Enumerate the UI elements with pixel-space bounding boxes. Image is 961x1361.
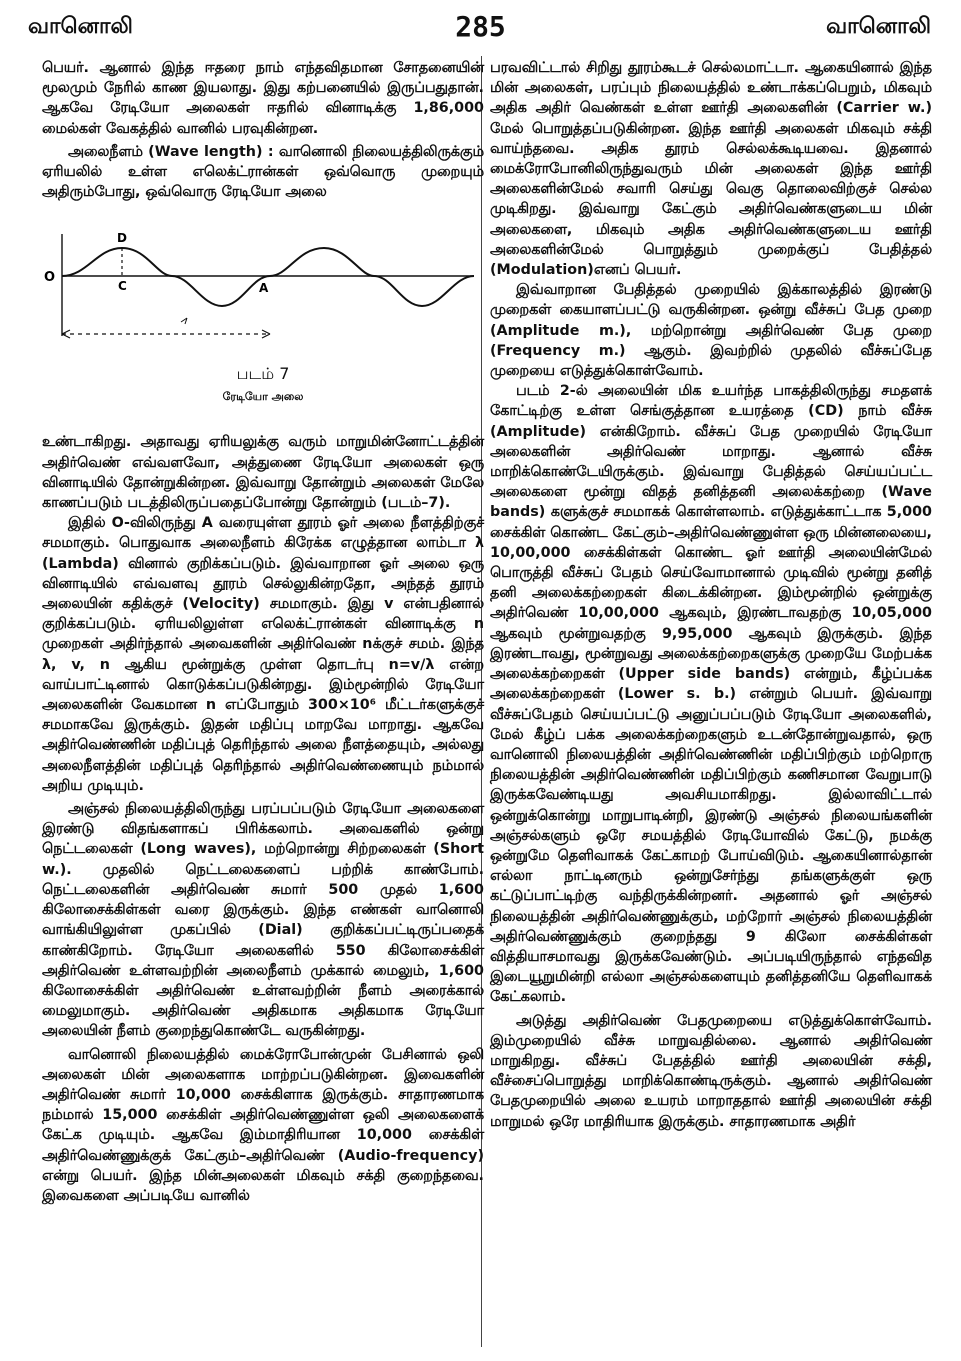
sine-wave xyxy=(62,248,474,306)
left-paragraph-2: அலைநீளம் (Wave length) : வானொலி நிலையத்திலிருக்கும் ஏரியலில் உள்ள எலெக்ட்ரான்கள் ஒவ்வொரு முறையும் அதிரும்போது, ஒவ்வொரு ரேடியோ அலை xyxy=(42,143,484,201)
small-arrow xyxy=(181,318,187,324)
running-head-right: வானொலி xyxy=(826,14,931,39)
label-o: O xyxy=(44,270,56,286)
right-paragraph-3: படம் 2-ல் அலையின் மிக உயர்ந்த பாகத்திலிருந்து சமதளக் கோட்டிற்கு உள்ள செங்குத்தான உயரத்தை (CD) நாம் வீச்சு (Amplitude) என்கிறோம். வீச்சுப் பேத முறையில் ரேடியோ அலைகளின் அதிர்வெண் மாறாது. ஆனால் வீச்சு மாறிக்கொண்டேயிருக்கும். இவ்வாறு பேதித்தல் செய்யப்பட்ட அலைகளை மூன்று விதத் தனித்தனி அலைக்கற்றை (Wave bands) களுக்குச் சமமாகக் கொள்ளலாம். எடுத்துக்காட்டாக 5,000 சைக்கிள் கொண்ட கேட்கும்–அதிர்வெண்ணுள்ள ஒரு மின்னலையை, 10,00,000 சைக்கிள்கள் கொண்ட ஓர் ஊர்தி அலையின்மேல் பொருத்தி வீச்சுப் பேதம் செய்வோமானால் முடிவில் மூன்று தனித் தனி அலைக்கற்றைகள் கிடைக்கின்றன. இம்மூன்றில் ஒன்றுக்கு அதிர்வெண் 10,00,000 ஆகவும், இரண்டாவதற்கு 10,05,000 ஆகவும் மூன்றுவதற்கு 9,95,000 ஆகவும் இருக்கும். இந்த இரண்டாவது, மூன்றுவது அலைக்கற்றைகளுக்கு முறையே மேற்பக்க அலைக்கற்றைகள் (Upper side bands) என்றும், கீழ்ப்பக்க அலைக்கற்றைகள் (Lower s. b.) என்றும் பெயர். இவ்வாறு வீச்சுப்பேதம் செய்யப்பட்டு அனுப்பப்படும் ரேடியோ அலைகளில், மேல் கீழ்ப் பக்க அலைக்கற்றைகளும் உடன்தோன்றுவதால், ஒரு வானொலி நிலையத்தின் அதிர்வெண்ணின் மதிப்பிற்கும் மற்றொரு நிலையத்தின் அதிர்வெண்ணின் மதிப்பிற்கும் கணிசமான வேறுபாடு இருக்கவேண்டியது அவசியமாகிறது. இல்லாவிட்டால் ஒன்றுக்கொன்று மாறுபாடின்றி, இரண்டு அஞ்சல் நிலையங்களின் அஞ்சல்களும் ஒரே சமயத்தில் ரேடியோவில் கேட்டு, நமக்கு ஒன்றுமே தெளிவாகக் கேட்காமற் போய்விடும். ஆகையினால்தான் எல்லா நாட்டினரும் ஒன்றுசேர்ந்து தங்களுக்குள் ஒரு கட்டுப்பாட்டிற்கு வந்திருக்கின்றனர். அதனால் ஓர் அஞ்சல் நிலையத்தின் அதிர்வெண்ணுக்கும், மற்றோர் அஞ்சல் நிலையத்தின் அதிர்வெண்ணுக்கும் குறைந்தது 9 கிலோ சைக்கிள்கள் வித்தியாசமாவது இருக்கவேண்டும். அப்படியிருந்தால் எந்தவித இடையூறுமின்றி எல்லா அஞ்சல்களையும் தனித்தனியே தெளிவாகக் கேட்கலாம். xyxy=(490,383,932,1006)
label-d: D xyxy=(117,231,127,246)
left-paragraph-3: உண்டாகிறது. அதாவது ஏரியலுக்கு வரும் மாறுமின்னோட்டத்தின் அதிர்வெண் எவ்வளவோ, அத்துணை ரேடியோ அலைகள் ஒரு வினாடியில் தோன்றுகின்றன. இவ்வாறு தோன்றும் அலைகள் மேலே காணப்படும் படத்திலிருப்பதைப்போன்று தோன்றும் (படம்–7). xyxy=(42,434,484,512)
label-a: A xyxy=(259,281,269,296)
wave-diagram xyxy=(42,208,482,358)
page-header xyxy=(20,10,941,50)
page-number: 285 xyxy=(455,10,506,43)
figure-subcaption: ரேடியோ அலை xyxy=(222,389,304,403)
running-head-left: வானொலி xyxy=(28,14,133,39)
left-paragraph-4: இதில் O-விலிருந்து A வரையுள்ள தூரம் ஓர் அலை நீளத்திற்குச் சமமாகும். பொதுவாக அலைநீளம் கிரேக்க எழுத்தான லாம்டா λ (Lambda) வினால் குறிக்கப்படும். இவ்வாறான ஓர் அலை ஒரு வினாடியில் எவ்வளவு தூரம் செல்லுகின்றதோ, அந்தத் தூரம் அலையின் கதிக்குச் (Velocity) சமமாகும். இது v என்பதினால் குறிக்கப்படும். ஏரியலிலுள்ள எலெக்ட்ரான்கள் வினாடிக்கு n முறைகள் அதிர்ந்தால் அவைகளின் அதிர்வெண் nக்குச் சமம். இந்த λ, v, n ஆகிய மூன்றுக்கு முள்ள தொடர்பு n=v/λ என்ற வாய்பாட்டினால் கொடுக்கப்படுகின்றது. இம்மூன்றில் ரேடியோ அலைகளின் வேகமான n எப்போதும் 300×10⁶ மீட்டர்களுக்குச் சமமாகவே இருக்கும். இதன் மதிப்பு மாறவே மாறாது. ஆகவே அதிர்வெண்ணின் மதிப்புத் தெரிந்தால் அலை நீளத்தையும், அல்லது அலைநீளத்தின் மதிப்புத் தெரிந்தால் அதிர்வெண்ணையும் நம்மால் அறிய முடியும். xyxy=(42,515,484,794)
left-paragraph-1: பெயர். ஆனால் இந்த ஈதரை நாம் எந்தவிதமான சோதனையின் மூலமும் நேரில் காண இயலாது. இது கற்பனையில் இருப்பதுதான். ஆகவே ரேடியோ அலைகள் ஈதரில் வினாடிக்கு 1,86,000 மைல்கள் வேகத்தில் வானில் பரவுகின்றன. xyxy=(42,60,484,137)
left-paragraph-6: வானொலி நிலையத்தில் மைக்ரோபோன்முன் பேசினால் ஒலி அலைகள் மின் அலைகளாக மாற்றப்படுகின்றன. இவைகளின் அதிர்வெண் சுமார் 10,000 சைக்கிளாக இருக்கும். சாதாரணமாக நம்மால் 15,000 சைக்கிள் அதிர்வெண்ணுள்ள ஒலி அலைகளைக் கேட்க முடியும். ஆகவே இம்மாதிரியான 10,000 சைக்கிள் அதிர்வெண்ணுக்குக் கேட்கும்–அதிர்வெண் (Audio-frequency) என்று பெயர். இந்த மின்அலைகள் மிகவும் சக்தி குறைந்தவை. இவைகளை அப்படியே வானில் xyxy=(42,1046,484,1204)
left-paragraph-5: அஞ்சல் நிலையத்திலிருந்து பரப்பப்படும் ரேடியோ அலைகளை இரண்டு விதங்களாகப் பிரிக்கலாம். அவைகளில் ஒன்று நெட்டலைகள் (Long waves), மற்றொன்று சிற்றலைகள் (Short w.). முதலில் நெட்டலைகளைப் பற்றிக் காண்போம். நெட்டலைகளின் அதிர்வெண் சுமார் 500 முதல் 1,600 கிலோசைக்கிள்கள் வரை இருக்கும். இந்த எண்கள் வானொலி வாங்கியிலுள்ள முகப்பில் (Dial) குறிக்கப்பட்டிருப்பதைக் காண்கிறோம். ரேடியோ அலைகளில் 550 கிலோசைக்கிள் அதிர்வெண் உள்ளவற்றின் அலைநீளம் முக்கால் மைலும், 1,600 கிலோசைக்கிள் அதிர்வெண் உள்ளவற்றின் நீளம் அரைக்கால் மைலுமாகும். அதிர்வெண் அதிகமாக அதிகமாக ரேடியோ அலையின் நீளம் குறைந்துகொண்டே வருகின்றது. xyxy=(42,801,484,1040)
figure-caption: படம் 7 xyxy=(236,364,290,384)
right-column xyxy=(490,58,932,1132)
right-paragraph-4: அடுத்து அதிர்வெண் பேதமுறையை எடுத்துக்கொள்வோம். இம்முறையில் வீச்சு மாறுவதில்லை. ஆனால் அதிர்வெண் மாறுகிறது. வீச்சுப் பேதத்தில் ஊர்தி அலையின் சக்தி, வீச்சைப்பொறுத்து மாறிக்கொண்டிருக்கும். ஆனால் அதிர்வெண் பேதமுறையில் அலை உயரம் மாறாததால் ஊர்தி அலையின் சக்தி மாறுமல் ஒரே மாதிரியாக இருக்கும். சாதாரணமாக அதிர் xyxy=(490,1012,932,1130)
label-c: C xyxy=(118,279,127,294)
left-column xyxy=(42,58,484,1206)
right-paragraph-1: பரவவிட்டால் சிறிது தூரம்கூடச் செல்லமாட்டா. ஆகையினால் இந்த மின் அலைகள், பரப்பும் நிலையத்தில் உண்டாக்கப்பெறும், மிகவும் அதிக அதிர் வெண்கள் உள்ள ஊர்தி அலைகளின் (Carrier w.) மேல் பொறுத்தப்படுகின்றன. இந்த ஊர்தி அலைகள் மிகவும் சக்தி வாய்ந்தவை. அதிக தூரம் செல்லக்கூடியவை. இதனால் மைக்ரோபோனிலிருந்துவரும் மின் அலைகள் இந்த ஊர்தி அலைகளின்மேல் சவாரி செய்து வெகு தொலைவிற்குச் செல்ல முடிகிறது. இவ்வாறு கேட்கும் அதிர்வெண்களுடைய மின் அலைகளை, மிகவும் அதிக அதிர்வெண்களுடைய ஊர்தி அலைகளின்மேல் பொறுத்தும் முறைக்குப் பேதித்தல் (Modulation)எனப் பெயர். xyxy=(490,60,932,279)
wave-figure xyxy=(42,208,484,428)
right-paragraph-2: இவ்வாறான பேதித்தல் முறையில் இக்காலத்தில் இரண்டு முறைகள் கையாளப்பட்டு வருகின்றன. ஒன்று வீச்சுப் பேத முறை (Amplitude m.), மற்றொன்று அதிர்வெண் பேத முறை (Frequency m.) ஆகும். இவற்றில் முதலில் வீச்சுப்பேத முறையை எடுத்துக்கொள்வோம். xyxy=(490,282,932,380)
